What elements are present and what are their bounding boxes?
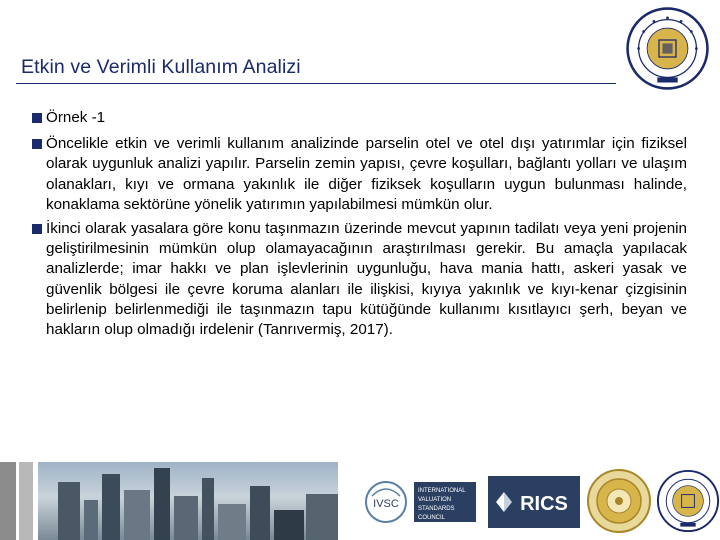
bullet-text: Örnek -1: [46, 109, 106, 126]
bullet-physical-analysis: [32, 134, 687, 215]
ivsc-text-line: STANDARDS: [418, 506, 455, 512]
bullet-text: İkinci olarak yasalara göre konu taşınmazın üzerinde mevcut yapının tadilatı veya yeni projenin geliştirilmesinin mümkün olup olamayacağının araştırılması gerekir. Bu amaçla yapılacak analizlerde; imar hakkı ve plan işlevlerinin uygunluğu, hava mania hattı, askeri yasak ve güvenlik bölgesi ile çevre koruma alanları ile ilişkisi, kıyıya yakınlık ve kıyı-kenar çizgisinin belirlenip belirlenmediği ile taşınmazın tapu kütüğünde kullanımı kısıtlayıcı şerh, beyan ve hakların olup olmadığı irdelenir (Tanrıvermiş, 2017).: [46, 220, 687, 339]
city-skyline-image: [38, 462, 338, 540]
ivsc-wordmark: IVSC: [373, 498, 399, 510]
gold-emblem-logo: [586, 468, 652, 534]
square-bullet-icon: [32, 139, 42, 149]
bullet-legal-analysis: [32, 219, 687, 340]
slide-title: Etkin ve Verimli Kullanım Analizi: [21, 56, 301, 78]
university-seal-logo: [625, 6, 710, 91]
ivsc-text-line: INTERNATIONAL: [418, 488, 466, 494]
ivsc-text-line: VALUATION: [418, 497, 452, 503]
slide-content: [32, 108, 687, 344]
bullet-text: Öncelikle etkin ve verimli kullanım analizinde parselin otel ve otel dışı yatırımlar için fiziksel olarak uygunluk analizi yapılır. Parselin zemin yapısı, çevre koşulları, bağlantı yolları ve ulaşım olanakları, kıyı ve ormana yakınlık ile diğer fiziksek koşulların uygun bulunması halinde, konaklama sektörüne yönelik yatırımın yapılabilmesi mümkün olur.: [46, 135, 687, 213]
ivsc-logo: [362, 474, 482, 530]
decorative-strip: [19, 462, 33, 540]
ivsc-text-line: COUNCIL: [418, 515, 446, 521]
bullet-example: [32, 108, 687, 128]
square-bullet-icon: [32, 224, 42, 234]
rics-logo: [488, 476, 580, 528]
partner-logos: [360, 462, 720, 540]
decorative-strip: [0, 462, 16, 540]
title-underline: [16, 83, 616, 84]
university-seal-small-logo: [656, 468, 720, 534]
rics-wordmark: RICS: [520, 493, 568, 515]
square-bullet-icon: [32, 113, 42, 123]
